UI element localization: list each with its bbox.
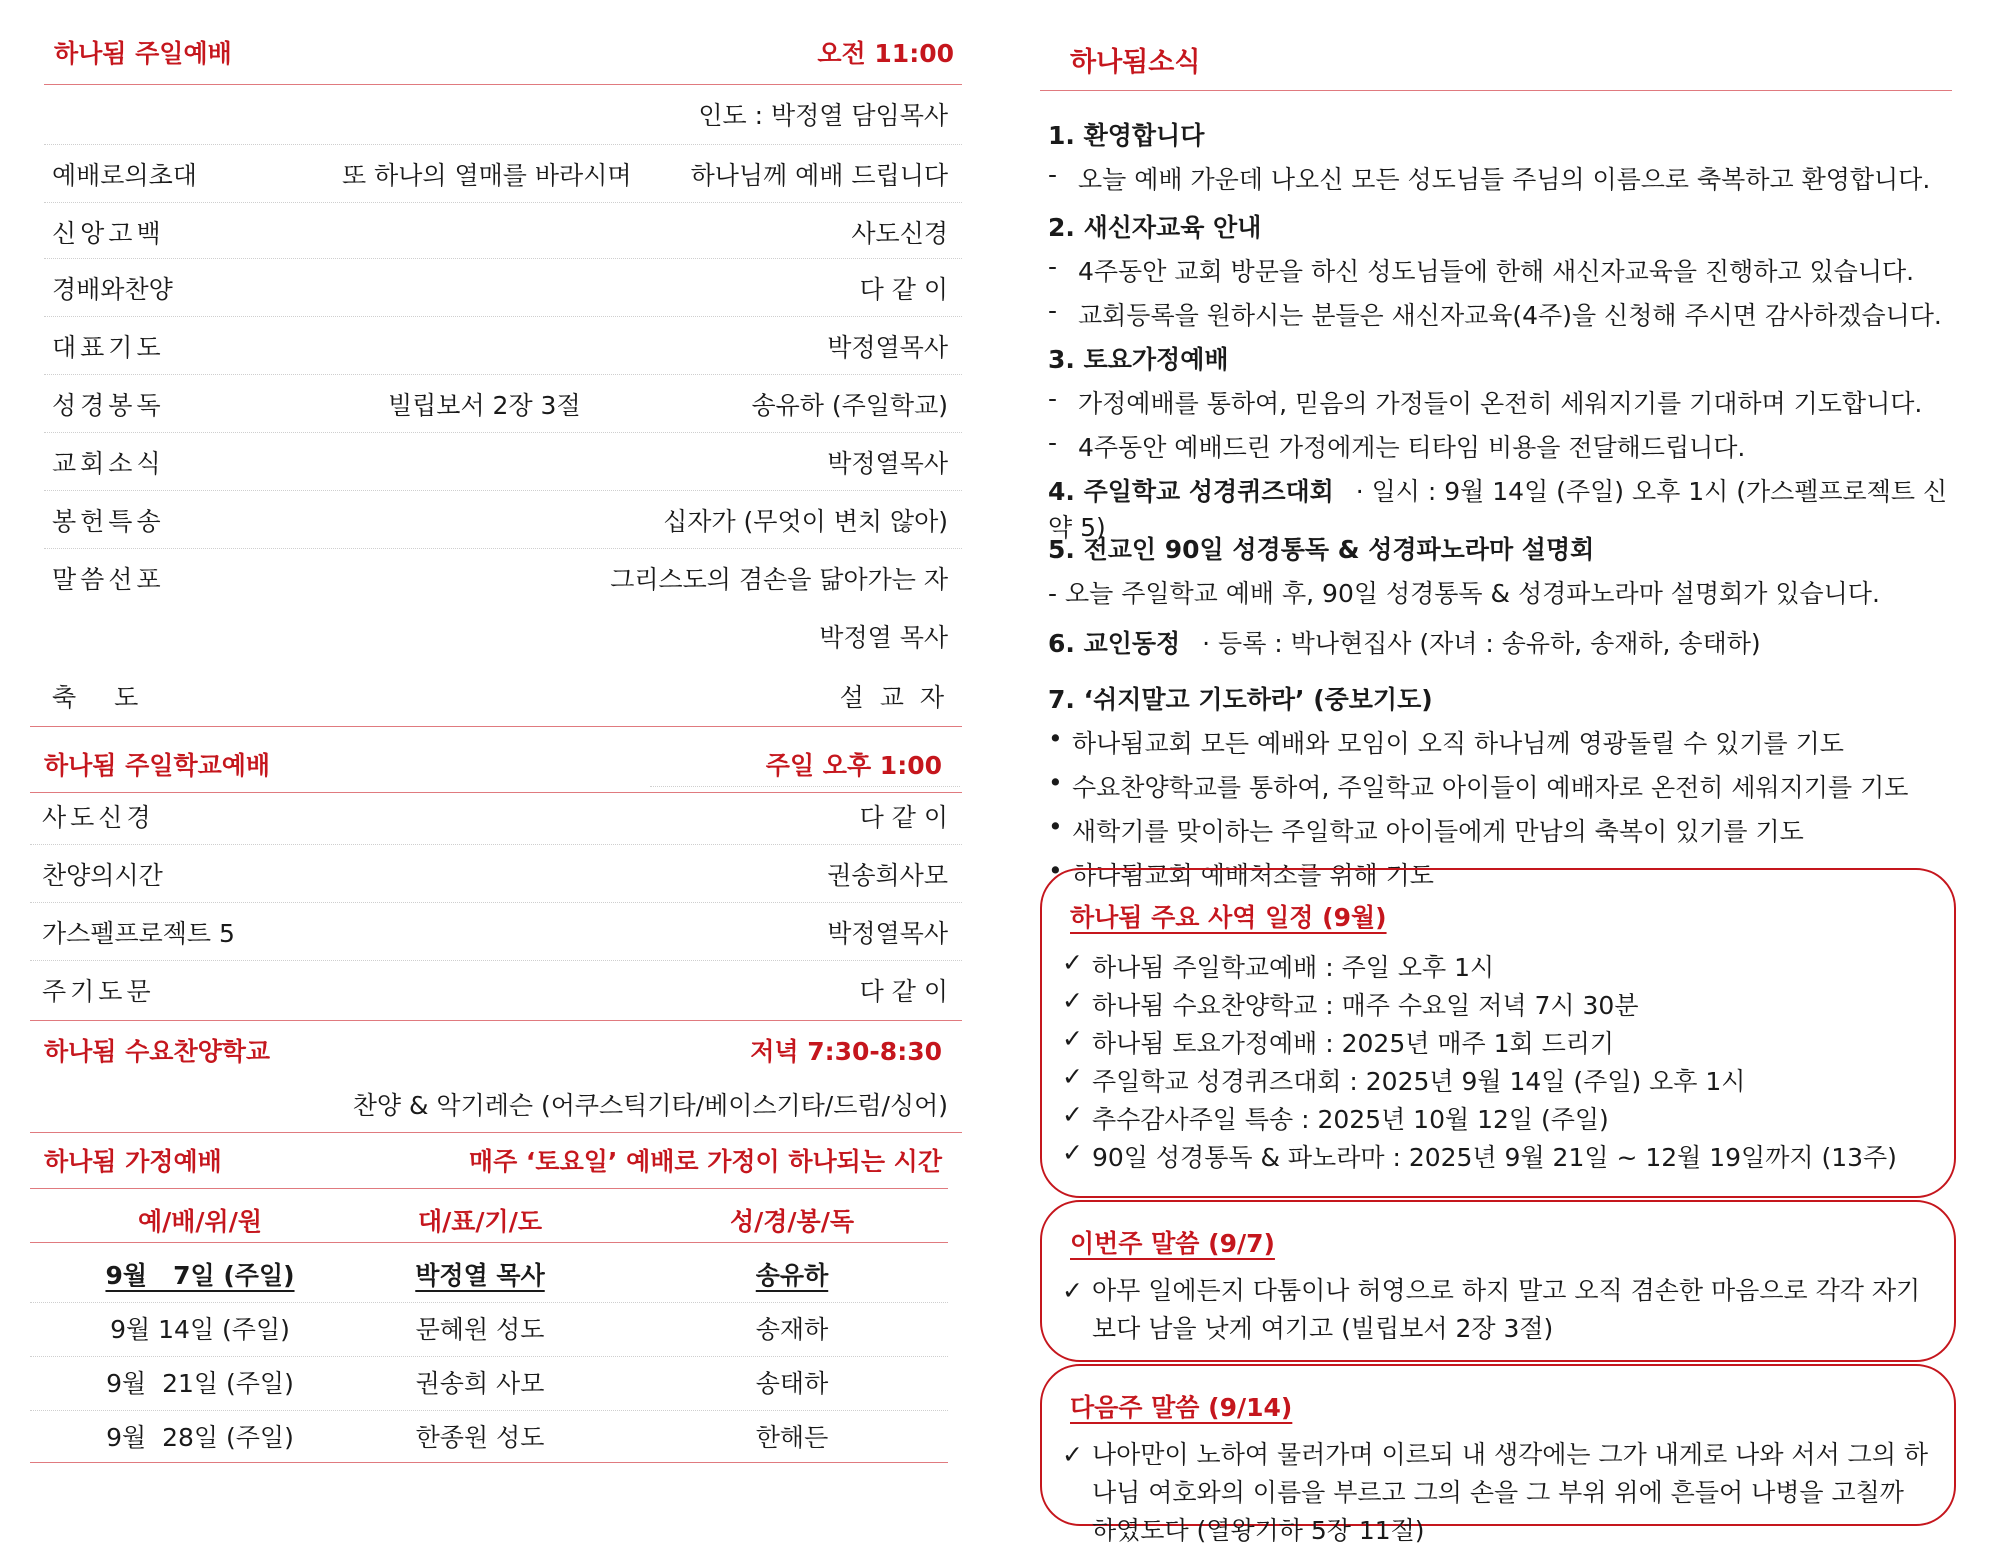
news-item-title: 7. ‘쉬지말고 기도하라’ (중보기도)	[1048, 685, 1433, 714]
divider	[44, 374, 962, 375]
news-item	[1048, 530, 1948, 610]
family-subtitle: 매주 ‘토요일’ 예배로 가정이 하나되는 시간	[468, 1147, 942, 1176]
table-header: 성/경/봉/독	[730, 1207, 854, 1236]
schedule-item	[1062, 986, 1930, 1022]
check-icon: ✓	[1062, 1440, 1083, 1469]
divider	[44, 316, 962, 317]
order-label: 가스펠프로젝트 5	[42, 919, 235, 948]
divider	[30, 1462, 948, 1463]
order-label: 축 도	[52, 683, 139, 712]
check-icon: ✓	[1062, 986, 1083, 1015]
family-table	[30, 1196, 948, 1460]
table-cell: 권송희 사모	[415, 1369, 545, 1398]
news-item-title: 2. 새신자교육 안내	[1048, 213, 1262, 242]
this-week-box	[1040, 1200, 1956, 1362]
worship-title: 하나됨 주일예배	[54, 39, 232, 68]
check-icon: ✓	[1062, 1100, 1083, 1129]
divider	[1040, 90, 1952, 91]
news-item-title: 5. 전교인 90일 성경통독 & 성경파노라마 설명회	[1048, 535, 1595, 564]
order-row	[52, 558, 948, 598]
schedule-item-text: 하나됨 수요찬양학교 : 매주 수요일 저녁 7시 30분	[1092, 991, 1639, 1020]
news-line	[1048, 428, 1948, 464]
check-icon: ✓	[1062, 948, 1083, 977]
divider	[44, 84, 962, 85]
order-row	[42, 912, 948, 952]
bullet-icon: •	[1048, 724, 1063, 753]
wednesday-title: 하나됨 수요찬양학교	[44, 1037, 271, 1066]
divider	[30, 1242, 948, 1243]
worship-time: 오전 11:00	[817, 39, 954, 68]
order-label: 주기도문	[42, 977, 155, 1006]
schedule-item	[1062, 1062, 1930, 1098]
news-item-text: · 일시 : 9월 14일 (주일) 오후 1시 (가스펠프로젝트 신약 5)	[1048, 477, 1948, 542]
bullet-icon: •	[1048, 768, 1063, 797]
check-icon: ✓	[1062, 1276, 1083, 1305]
news-line-text: 교회등록을 원하시는 분들은 새신자교육(4주)을 신청해 주시면 감사하겠습니다.	[1078, 301, 1942, 330]
dash-icon: -	[1048, 252, 1058, 281]
order-right: 사도신경	[851, 219, 948, 248]
order-right: 송유하 (주일학교)	[751, 391, 948, 420]
divider	[30, 726, 962, 727]
order-label: 말씀선포	[52, 565, 165, 594]
verse-item	[1062, 1436, 1930, 1550]
news-item	[1048, 680, 1948, 892]
order-row	[52, 384, 948, 424]
check-icon: ✓	[1062, 1138, 1083, 1167]
this-week-title: 이번주 말씀 (9/7)	[1070, 1229, 1275, 1258]
table-cell: 9월 7일 (주일)	[105, 1261, 295, 1290]
table-cell: 9월 14일 (주일)	[110, 1315, 290, 1344]
news-item-title: 4. 주일학교 성경퀴즈대회	[1048, 477, 1334, 506]
table-cell: 송재하	[755, 1315, 829, 1344]
dash-icon: -	[1048, 384, 1058, 413]
news-line-text: 가정예배를 통하여, 믿음의 가정들이 온전히 세워지기를 기대하며 기도합니다.	[1078, 389, 1923, 418]
dash-icon: -	[1048, 428, 1058, 457]
wednesday-desc-row	[44, 1084, 948, 1124]
news-item-title: 1. 환영합니다	[1048, 121, 1205, 150]
order-right: 다 같 이	[859, 977, 948, 1006]
dash-icon: -	[1048, 296, 1058, 325]
worship-leader-row	[44, 94, 948, 134]
news-line-text: 새학기를 맞이하는 주일학교 아이들에게 만남의 축복이 있기를 기도	[1072, 817, 1804, 846]
order-row	[42, 854, 948, 894]
divider	[44, 144, 962, 145]
order-right: 다 같 이	[859, 275, 948, 304]
news-line	[1048, 252, 1948, 288]
order-row	[52, 154, 948, 194]
order-label: 예배로의초대	[52, 161, 197, 190]
divider	[30, 1302, 948, 1303]
schedule-item-text: 주일학교 성경퀴즈대회 : 2025년 9월 14일 (주일) 오후 1시	[1092, 1067, 1746, 1096]
news-item-text: · 등록 : 박나현집사 (자녀 : 송유하, 송재하, 송태하)	[1202, 629, 1761, 658]
order-row	[52, 676, 948, 716]
dash-icon: -	[1048, 160, 1058, 189]
schedule-item-text: 90일 성경통독 & 파노라마 : 2025년 9월 21일 ~ 12월 19일까지 (13주)	[1092, 1143, 1897, 1172]
sunday-school-title: 하나됨 주일학교예배	[44, 751, 271, 780]
divider	[30, 902, 962, 903]
news-item	[1048, 208, 1948, 332]
schedule-box	[1040, 868, 1956, 1198]
news-item-title: 3. 토요가정예배	[1048, 345, 1229, 374]
order-row	[52, 326, 948, 366]
family-header	[44, 1142, 942, 1178]
order-right: 하나님께 예배 드립니다	[690, 161, 948, 190]
table-cell: 한해든	[755, 1423, 829, 1452]
order-label: 대표기도	[52, 333, 165, 362]
news-item	[1048, 116, 1948, 196]
table-cell: 문혜원 성도	[415, 1315, 545, 1344]
order-row	[52, 268, 948, 308]
order-label: 경배와찬양	[52, 275, 173, 304]
news-line	[1048, 296, 1948, 332]
sunday-school-header	[44, 746, 942, 782]
schedule-title: 하나됨 주요 사역 일정 (9월)	[1070, 903, 1387, 932]
sunday-school-time: 주일 오후 1:00	[765, 751, 942, 780]
schedule-item-text: 하나됨 토요가정예배 : 2025년 매주 1회 드리기	[1092, 1029, 1615, 1058]
wednesday-header	[44, 1032, 942, 1068]
divider	[30, 960, 962, 961]
table-header: 대/표/기/도	[418, 1207, 542, 1236]
order-label: 성경봉독	[52, 391, 165, 420]
order-label: 신앙고백	[52, 219, 165, 248]
schedule-item-text: 추수감사주일 특송 : 2025년 10월 12일 (주일)	[1092, 1105, 1609, 1134]
worship-header	[54, 34, 954, 70]
news-item	[1048, 340, 1948, 464]
order-right: 그리스도의 겸손을 닮아가는 자	[610, 565, 948, 594]
news-line	[1048, 160, 1948, 196]
verse-text: 나아만이 노하여 물러가며 이르되 내 생각에는 그가 내게로 나와 서서 그의 하나님 여호와의 이름을 부르고 그의 손을 그 부위 위에 흔들어 나병을 고칠까 하였도다 (열왕기하 5장 11절)	[1092, 1440, 1929, 1545]
divider	[44, 548, 962, 549]
order-right: 설 교 자	[839, 683, 948, 712]
wednesday-time: 저녁 7:30-8:30	[750, 1037, 942, 1066]
order-label: 찬양의시간	[42, 861, 163, 890]
next-week-box	[1040, 1364, 1956, 1545]
divider	[30, 792, 962, 793]
news-line-text: 하나됨교회 모든 예배와 모임이 오직 하나님께 영광돌릴 수 있기를 기도	[1072, 729, 1844, 758]
divider	[44, 432, 962, 433]
next-week-title: 다음주 말씀 (9/14)	[1070, 1393, 1293, 1422]
check-icon: ✓	[1062, 1024, 1083, 1053]
family-title: 하나됨 가정예배	[44, 1147, 222, 1176]
table-cell: 9월 28일 (주일)	[106, 1423, 294, 1452]
news-line	[1048, 812, 1948, 848]
divider	[30, 1356, 948, 1357]
order-label: 사도신경	[42, 803, 155, 832]
order-right: 다 같 이	[859, 803, 948, 832]
divider	[44, 258, 962, 259]
news-line-text: 4주동안 예배드린 가정에게는 티타임 비용을 전달해드립니다.	[1078, 433, 1746, 462]
divider	[30, 844, 962, 845]
order-right: 박정열목사	[827, 919, 948, 948]
order-label: 교회소식	[52, 449, 165, 478]
divider	[30, 1188, 948, 1189]
news-line	[1048, 384, 1948, 420]
news-line-text: 4주동안 교회 방문을 하신 성도님들에 한해 새신자교육을 진행하고 있습니다.	[1078, 257, 1915, 286]
news-line-text: 하나됨교회 예배처소를 위해 기도	[1072, 861, 1434, 890]
schedule-item	[1062, 1024, 1930, 1060]
order-middle: 또 하나의 열매를 바라시며	[342, 161, 632, 190]
order-middle: 빌립보서 2장 3절	[388, 391, 581, 420]
news-line	[1048, 724, 1948, 760]
bullet-icon: •	[1048, 812, 1063, 841]
order-row	[52, 212, 948, 252]
verse-item	[1062, 1272, 1930, 1348]
order-right: 박정열목사	[827, 333, 948, 362]
worship-leader: 인도 : 박정열 담임목사	[698, 101, 948, 130]
schedule-item	[1062, 948, 1930, 984]
order-label: 봉헌특송	[52, 507, 165, 536]
divider	[44, 490, 962, 491]
sermon-preacher: 박정열 목사	[819, 623, 948, 652]
schedule-item	[1062, 1100, 1930, 1136]
bullet-icon: •	[1048, 856, 1063, 885]
schedule-item	[1062, 1138, 1930, 1174]
divider	[30, 1020, 962, 1021]
news-line	[1048, 768, 1948, 804]
order-row	[42, 796, 948, 836]
divider	[30, 1132, 962, 1133]
order-right: 십자가 (무엇이 변치 않아)	[663, 507, 948, 536]
order-right: 박정열목사	[827, 449, 948, 478]
news-item-title: 6. 교인동정	[1048, 629, 1181, 658]
verse-text: 아무 일에든지 다툼이나 허영으로 하지 말고 오직 겸손한 마음으로 각각 자기보다 남을 낫게 여기고 (빌립보서 2장 3절)	[1092, 1276, 1921, 1343]
divider	[30, 1410, 948, 1411]
news-title: 하나됨소식	[1070, 47, 1201, 78]
table-cell: 9월 21일 (주일)	[106, 1369, 294, 1398]
table-cell: 한종원 성도	[415, 1423, 545, 1452]
table-cell: 박정열 목사	[415, 1261, 545, 1290]
order-right: 권송희사모	[827, 861, 948, 890]
news-item	[1048, 624, 1948, 660]
divider	[650, 786, 960, 787]
schedule-item-text: 하나됨 주일학교예배 : 주일 오후 1시	[1092, 953, 1495, 982]
order-row	[52, 500, 948, 540]
table-header: 예/배/위/원	[138, 1207, 262, 1236]
order-row	[52, 442, 948, 482]
wednesday-desc: 찬양 & 악기레슨 (어쿠스틱기타/베이스기타/드럼/싱어)	[352, 1091, 948, 1120]
news-item-text: - 오늘 주일학교 예배 후, 90일 성경통독 & 성경파노라마 설명회가 있습니다.	[1048, 579, 1880, 608]
news-line-text: 수요찬양학교를 통하여, 주일학교 아이들이 예배자로 온전히 세워지기를 기도	[1072, 773, 1909, 802]
table-cell: 송유하	[755, 1261, 829, 1290]
table-cell: 송태하	[755, 1369, 829, 1398]
check-icon: ✓	[1062, 1062, 1083, 1091]
sermon-preacher-row	[52, 616, 948, 656]
order-row	[42, 970, 948, 1010]
divider	[44, 202, 962, 203]
news-line-text: 오늘 예배 가운데 나오신 모든 성도님들 주님의 이름으로 축복하고 환영합니다.	[1078, 165, 1931, 194]
